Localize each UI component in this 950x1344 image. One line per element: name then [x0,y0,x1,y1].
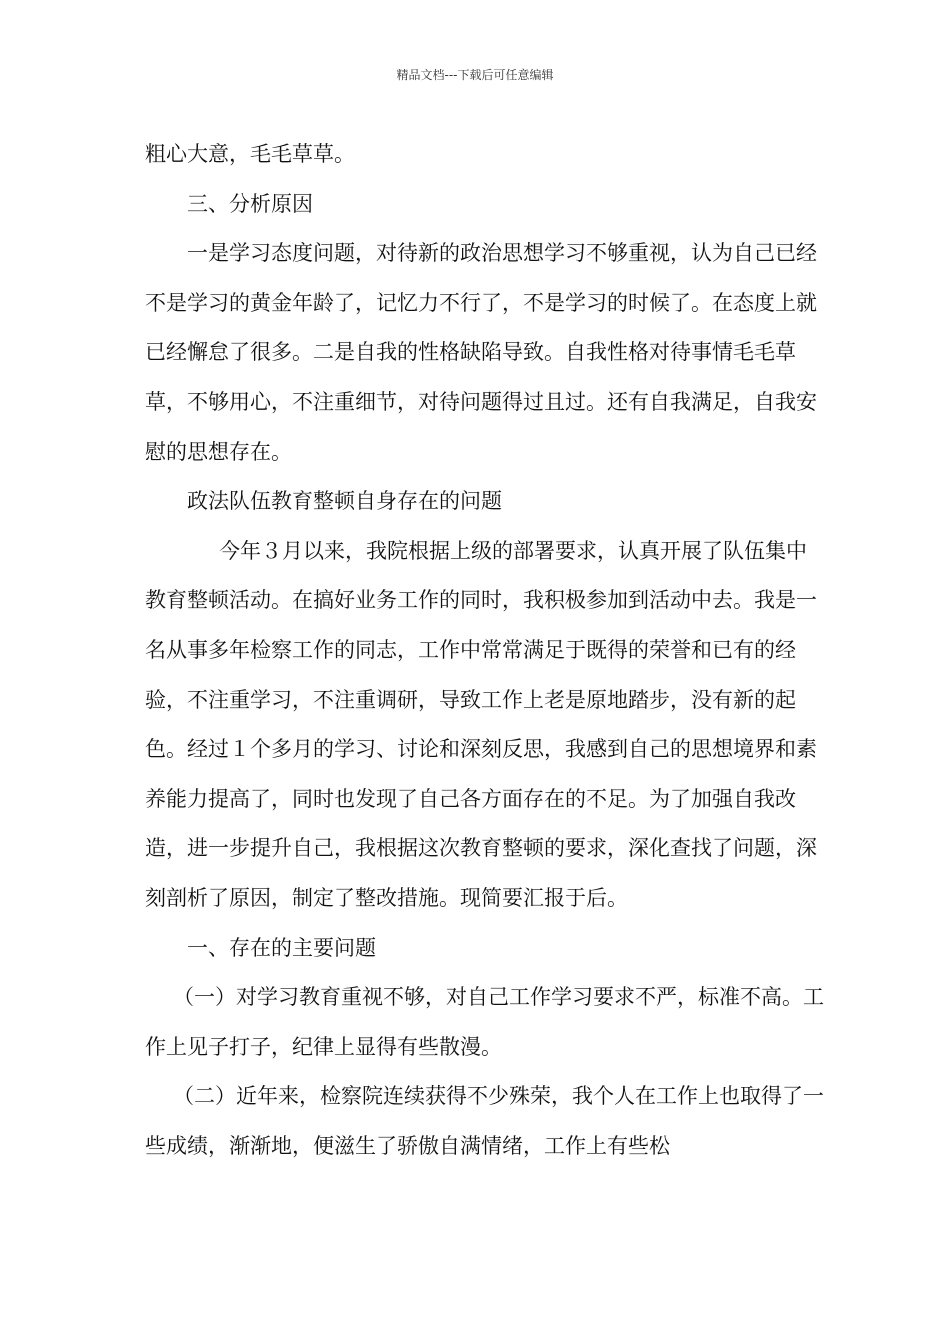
paragraph-problem-2: （二）近年来，检察院连续获得不少殊荣，我个人在工作上也取得了一些成绩，渐渐地，便滋生了骄傲自满情绪，工作上有些松 [145,1084,824,1158]
paragraph-analysis: 一是学习态度问题，对待新的政治思想学习不够重视，认为自己已经不是学习的黄金年龄了，记忆力不行了，不是学习的时候了。在态度上就已经懈怠了很多。二是自我的性格缺陷导致。自我性格对待事情毛毛草草，不够用心，不注重细节，对待问题得过且过。还有自我满足，自我安慰的思想存在。 [145,241,817,464]
page-header: 精品文档---下载后可任意编辑 [396,68,554,82]
section-heading-problems: 一、存在的主要问题 [187,935,376,960]
paragraph-intro: 今年３月以来，我院根据上级的部署要求，认真开展了队伍集中教育整顿活动。在搞好业务工作的同时，我积极参加到活动中去。我是一名从事多年检察工作的同志，工作中常常满足于既得的荣誉和已有的经验，不注重学习，不注重调研，导致工作上老是原地踏步，没有新的起色。经过１个多月的学习、讨论和深刻反思，我感到自己的思想境界和素养能力提高了，同时也发现了自己各方面存在的不足。为了加强自我改造，进一步提升自己，我根据这次教育整顿的要求，深化查找了问题，深刻剖析了原因，制定了整改措施。现简要汇报于后。 [145,538,817,910]
paragraph-continuation: 粗心大意，毛毛草草。 [145,142,355,166]
document-body [145,130,825,1171]
paragraph-problem-1: （一）对学习教育重视不够，对自己工作学习要求不严，标准不高。工作上见子打子，纪律上显得有些散漫。 [145,985,824,1059]
section-heading-analysis: 三、分析原因 [187,191,313,216]
document-title: 政法队伍教育整顿自身存在的问题 [187,489,502,514]
